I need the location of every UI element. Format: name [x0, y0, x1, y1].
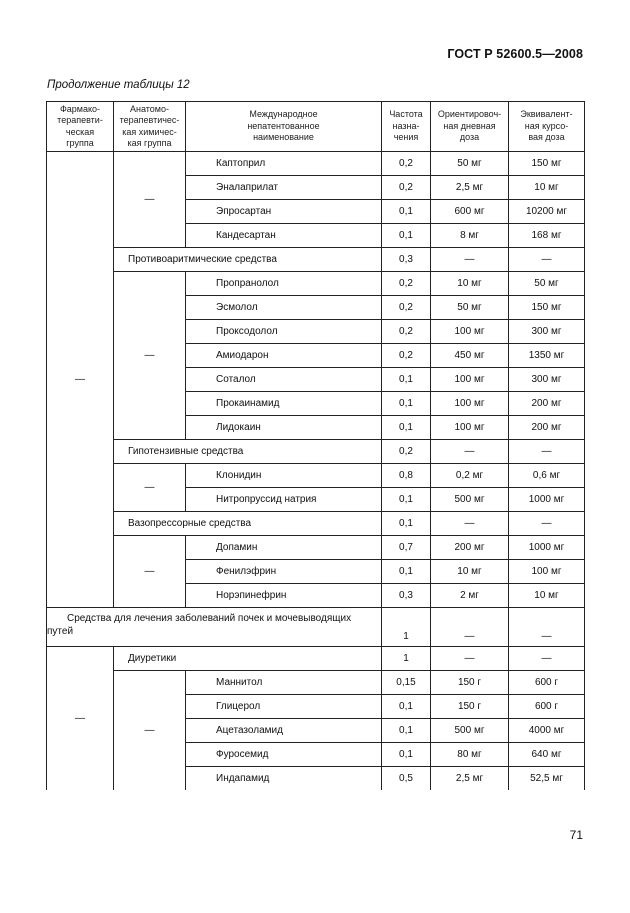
course-dose-cell: —: [509, 512, 585, 536]
daily-dose-cell: 2 мг: [431, 584, 509, 608]
course-dose-cell: 150 мг: [509, 296, 585, 320]
daily-dose-cell: 50 мг: [431, 296, 509, 320]
inn-cell: Пропранолол: [186, 272, 382, 296]
course-dose-cell: —: [509, 608, 585, 647]
course-dose-cell: 200 мг: [509, 416, 585, 440]
frequency-cell: 0,1: [382, 200, 431, 224]
course-dose-cell: 1000 мг: [509, 536, 585, 560]
group-row: [47, 647, 585, 671]
frequency-cell: 0,3: [382, 584, 431, 608]
group-name-cell: Вазопрессорные средства: [114, 512, 382, 536]
group-row: [47, 248, 585, 272]
course-dose-cell: 52,5 мг: [509, 767, 585, 791]
frequency-cell: 0,2: [382, 296, 431, 320]
frequency-cell: 0,2: [382, 152, 431, 176]
atc-group-cell: —: [114, 152, 186, 248]
inn-cell: Прокаинамид: [186, 392, 382, 416]
frequency-cell: 0,1: [382, 488, 431, 512]
course-dose-cell: —: [509, 248, 585, 272]
daily-dose-cell: 50 мг: [431, 152, 509, 176]
col-header-frequency: Частота назна- чения: [382, 102, 431, 152]
daily-dose-cell: 100 мг: [431, 392, 509, 416]
frequency-cell: 0,1: [382, 416, 431, 440]
frequency-cell: 1: [382, 647, 431, 671]
daily-dose-cell: 10 мг: [431, 272, 509, 296]
frequency-cell: 0,2: [382, 440, 431, 464]
daily-dose-cell: 100 мг: [431, 416, 509, 440]
course-dose-cell: 10 мг: [509, 176, 585, 200]
atc-group-cell: —: [114, 536, 186, 608]
daily-dose-cell: —: [431, 248, 509, 272]
course-dose-cell: 0,6 мг: [509, 464, 585, 488]
course-dose-cell: 10200 мг: [509, 200, 585, 224]
frequency-cell: 0,5: [382, 767, 431, 791]
frequency-cell: 0,1: [382, 392, 431, 416]
inn-cell: Нитропруссид натрия: [186, 488, 382, 512]
course-dose-cell: 150 мг: [509, 152, 585, 176]
course-dose-cell: 1350 мг: [509, 344, 585, 368]
col-header-pharmacotherapeutic-group: Фармако- терапевти- ческая группа: [47, 102, 114, 152]
inn-cell: Эсмолол: [186, 296, 382, 320]
daily-dose-cell: —: [431, 440, 509, 464]
inn-cell: Проксодолол: [186, 320, 382, 344]
frequency-cell: 0,2: [382, 320, 431, 344]
frequency-cell: 0,1: [382, 695, 431, 719]
page-number: 71: [569, 828, 583, 842]
daily-dose-cell: 200 мг: [431, 536, 509, 560]
group-row: [47, 440, 585, 464]
col-header-course-dose: Эквивалент- ная курсо- вая доза: [509, 102, 585, 152]
course-dose-cell: 640 мг: [509, 743, 585, 767]
table-continuation-caption: Продолжение таблицы 12: [47, 79, 190, 91]
frequency-cell: 0,3: [382, 248, 431, 272]
daily-dose-cell: —: [431, 608, 509, 647]
inn-cell: Фуросемид: [186, 743, 382, 767]
daily-dose-cell: 500 мг: [431, 719, 509, 743]
group-name-cell: Противоаритмические средства: [114, 248, 382, 272]
frequency-cell: 0,1: [382, 224, 431, 248]
inn-cell: Фенилэфрин: [186, 560, 382, 584]
daily-dose-cell: 500 мг: [431, 488, 509, 512]
col-header-atc-group: Анатомо- терапевтичес- кая химичес- кая группа: [114, 102, 186, 152]
frequency-cell: 0,1: [382, 368, 431, 392]
group-row: [47, 512, 585, 536]
course-dose-cell: 1000 мг: [509, 488, 585, 512]
frequency-cell: 0,8: [382, 464, 431, 488]
pharm-group-cell: —: [47, 647, 114, 791]
daily-dose-cell: —: [431, 647, 509, 671]
frequency-cell: 0,2: [382, 176, 431, 200]
inn-cell: Лидокаин: [186, 416, 382, 440]
standard-header: ГОСТ Р 52600.5—2008: [447, 47, 583, 61]
daily-dose-cell: 100 мг: [431, 320, 509, 344]
frequency-cell: 0,1: [382, 560, 431, 584]
frequency-cell: 0,2: [382, 344, 431, 368]
daily-dose-cell: 8 мг: [431, 224, 509, 248]
course-dose-cell: 600 г: [509, 671, 585, 695]
course-dose-cell: —: [509, 647, 585, 671]
inn-cell: Каптоприл: [186, 152, 382, 176]
inn-cell: Клонидин: [186, 464, 382, 488]
frequency-cell: 0,15: [382, 671, 431, 695]
daily-dose-cell: 10 мг: [431, 560, 509, 584]
table-row: [47, 671, 585, 695]
course-dose-cell: 168 мг: [509, 224, 585, 248]
inn-cell: Индапамид: [186, 767, 382, 791]
inn-cell: Амиодарон: [186, 344, 382, 368]
inn-cell: Ацетазоламид: [186, 719, 382, 743]
category-name-cell: Средства для лечения заболеваний почек и мочевыводящих путей: [47, 608, 382, 647]
col-header-inn: Международное непатентованное наименование: [186, 102, 382, 152]
table-row: [47, 272, 585, 296]
frequency-cell: 1: [382, 608, 431, 647]
frequency-cell: 0,7: [382, 536, 431, 560]
daily-dose-cell: —: [431, 512, 509, 536]
daily-dose-cell: 2,5 мг: [431, 176, 509, 200]
daily-dose-cell: 600 мг: [431, 200, 509, 224]
inn-cell: Эналаприлат: [186, 176, 382, 200]
inn-cell: Эпросартан: [186, 200, 382, 224]
group-name-cell: Диуретики: [114, 647, 382, 671]
daily-dose-cell: 150 г: [431, 671, 509, 695]
pharm-group-cell: —: [47, 152, 114, 608]
course-dose-cell: 4000 мг: [509, 719, 585, 743]
table-header-row: [47, 102, 585, 152]
inn-cell: Соталол: [186, 368, 382, 392]
daily-dose-cell: 150 г: [431, 695, 509, 719]
drug-table: [46, 101, 585, 790]
inn-cell: Норэпинефрин: [186, 584, 382, 608]
table-row: [47, 464, 585, 488]
course-dose-cell: —: [509, 440, 585, 464]
atc-group-cell: —: [114, 272, 186, 440]
frequency-cell: 0,2: [382, 272, 431, 296]
daily-dose-cell: 450 мг: [431, 344, 509, 368]
course-dose-cell: 50 мг: [509, 272, 585, 296]
inn-cell: Кандесартан: [186, 224, 382, 248]
frequency-cell: 0,1: [382, 719, 431, 743]
table-row: [47, 152, 585, 176]
frequency-cell: 0,1: [382, 512, 431, 536]
course-dose-cell: 300 мг: [509, 320, 585, 344]
inn-cell: Маннитол: [186, 671, 382, 695]
atc-group-cell: —: [114, 671, 186, 791]
course-dose-cell: 100 мг: [509, 560, 585, 584]
course-dose-cell: 200 мг: [509, 392, 585, 416]
daily-dose-cell: 80 мг: [431, 743, 509, 767]
daily-dose-cell: 100 мг: [431, 368, 509, 392]
course-dose-cell: 600 г: [509, 695, 585, 719]
inn-cell: Допамин: [186, 536, 382, 560]
col-header-daily-dose: Ориентировоч- ная дневная доза: [431, 102, 509, 152]
inn-cell: Глицерол: [186, 695, 382, 719]
category-row: [47, 608, 585, 647]
frequency-cell: 0,1: [382, 743, 431, 767]
daily-dose-cell: 0,2 мг: [431, 464, 509, 488]
daily-dose-cell: 2,5 мг: [431, 767, 509, 791]
atc-group-cell: —: [114, 464, 186, 512]
course-dose-cell: 300 мг: [509, 368, 585, 392]
table-row: [47, 536, 585, 560]
course-dose-cell: 10 мг: [509, 584, 585, 608]
group-name-cell: Гипотензивные средства: [114, 440, 382, 464]
